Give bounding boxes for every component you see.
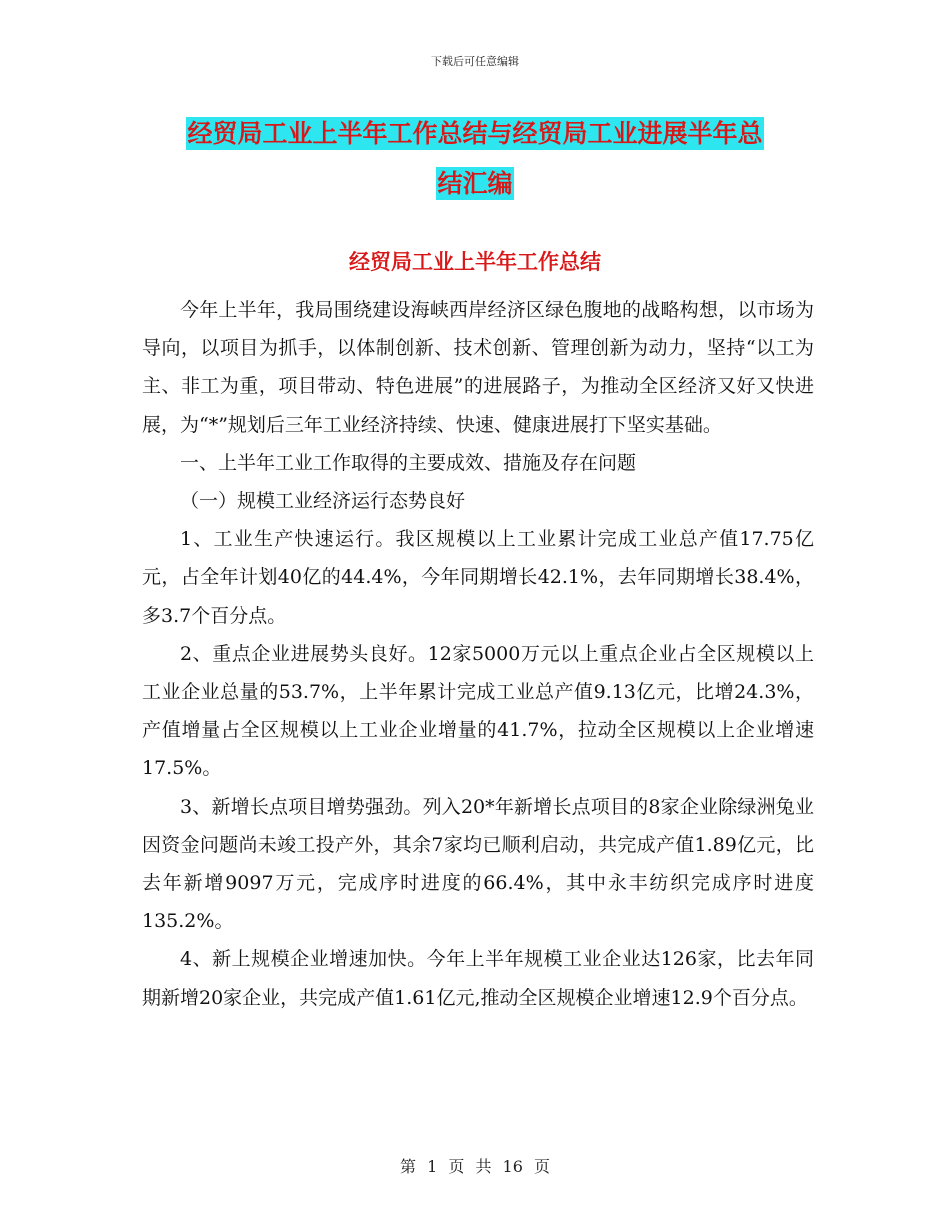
- paragraph-item-2: 2、重点企业进展势头良好。12家5000万元以上重点企业占全区规模以上工业企业总量的53.7%，上半年累计完成工业总产值9.13亿元，比增24.3%，产值增量占全区规模以上工业企业增量的41.7%，拉动全区规模以上企业增速17.5%。: [142, 642, 814, 780]
- document-title-line-2: 结汇编: [437, 169, 513, 198]
- heading-level-2: （一）规模工业经济运行态势良好: [180, 490, 466, 513]
- page-footer: 第 1 页 共 16 页: [400, 1157, 550, 1176]
- document-body: [142, 291, 814, 1017]
- paragraph-intro: 今年上半年，我局围绕建设海峡西岸经济区绿色腹地的战略构想，以市场为导向，以项目为抓手，以体制创新、技术创新、管理创新为动力，坚持“以工为主、非工为重，项目带动、特色进展”的进展路子，为推动全区经济又好又快进展，为“*”规划后三年工业经济持续、快速、健康进展打下坚实基础。: [142, 299, 814, 436]
- section-title: 经贸局工业上半年工作总结: [349, 250, 601, 274]
- document-title: [0, 109, 950, 209]
- paragraph-item-1: 1、工业生产快速运行。我区规模以上工业累计完成工业总产值17.75亿元，占全年计划40亿的44.4%，今年同期增长42.1%，去年同期增长38.4%，多3.7个百分点。: [142, 528, 814, 627]
- heading-level-1: 一、上半年工业工作取得的主要成效、措施及存在问题: [180, 451, 637, 474]
- paragraph-item-3: 3、新增长点项目增势强劲。列入20*年新增长点项目的8家企业除绿洲兔业因资金问题尚未竣工投产外，其余7家均已顺利启动，共完成产值1.89亿元，比去年新增9097万元，完成序时进度的66.4%，其中永丰纺织完成序时进度135.2%。: [142, 795, 814, 933]
- document-title-line-1: 经贸局工业上半年工作总结与经贸局工业进展半年总: [187, 119, 763, 148]
- paragraph-item-4: 4、新上规模企业增速加快。今年上半年规模工业企业达126家，比去年同期新增20家企业，共完成产值1.61亿元,推动全区规模企业增速12.9个百分点。: [142, 948, 814, 1009]
- page-header: 下载后可任意编辑: [431, 55, 519, 68]
